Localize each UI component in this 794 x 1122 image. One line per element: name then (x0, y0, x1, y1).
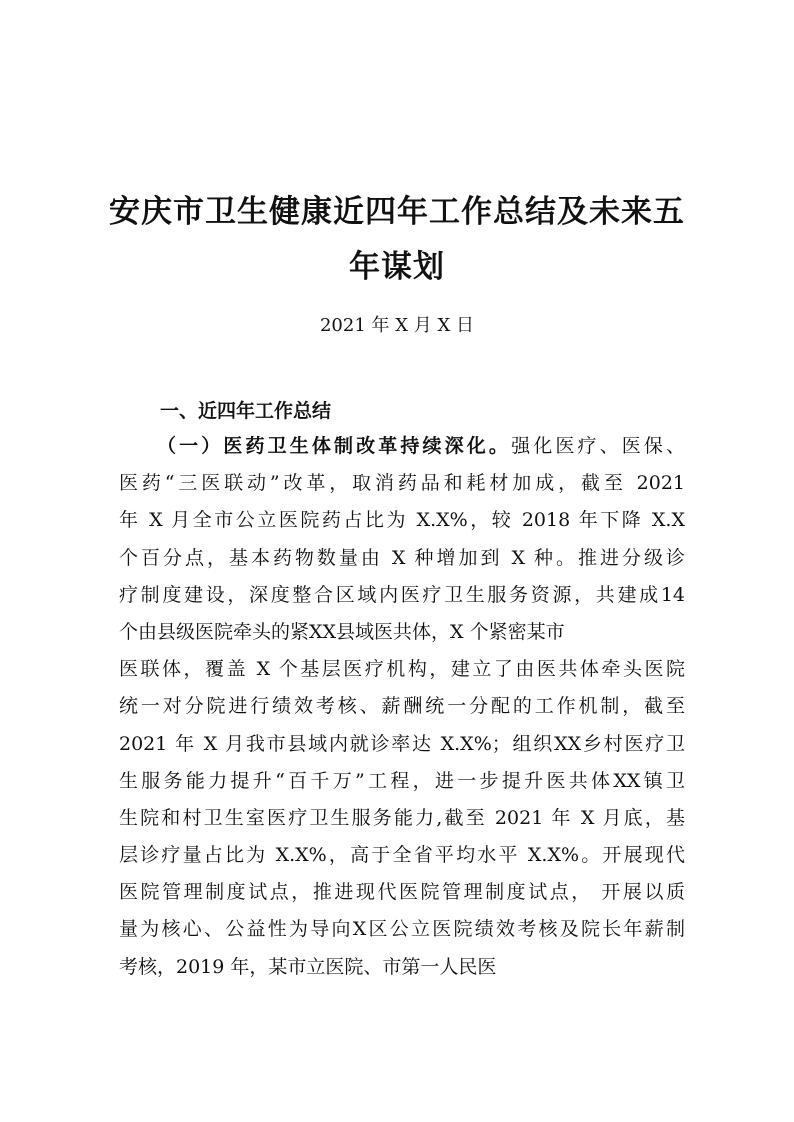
paragraph-line: 医院管理制度试点，推进现代医院管理制度试点， 开展以质 (119, 881, 685, 904)
paragraph-line: 个百分点，基本药物数量由 X 种增加到 X 种。推进分级诊 (119, 546, 685, 569)
paragraph-line: 考核，2019 年，某市立医院、市第一人民医 (119, 955, 497, 978)
paragraph-line: 个由县级医院牵头的紧XX县域医共体，X 个紧密某市 (119, 620, 565, 643)
subsection-heading: （一）医药卫生体制改革持续深化。 (157, 435, 512, 457)
paragraph-line: 医药“三医联动”改革，取消药品和耗材加成，截至 2021 (119, 472, 685, 495)
paragraph-line: 生院和村卫生室医疗卫生服务能力,截至 2021 年 X 月底，基 (119, 806, 685, 829)
paragraph-line: 2021 年 X 月我市县域内就诊率达 X.X%；组织XX乡村医疗卫 (119, 732, 685, 755)
body-paragraph (119, 428, 685, 986)
document-title-line-1: 安庆市卫生健康近四年工作总结及未来五 (109, 194, 685, 230)
paragraph-line: 生服务能力提升“百千万”工程，进一步提升医共体XX镇卫 (119, 769, 685, 792)
paragraph-line: 医联体，覆盖 X 个基层医疗机构，建立了由医共体牵头医院 (119, 658, 685, 681)
document-date: 2021 年 X 月 X 日 (319, 315, 475, 336)
paragraph-line (119, 428, 685, 465)
paragraph-line: 层诊疗量占比为 X.X%，高于全省平均水平 X.X%。开展现代 (119, 844, 685, 867)
paragraph-line-text: 强化医疗、医保、 (511, 435, 685, 457)
paragraph-line: 统一对分院进行绩效考核、薪酬统一分配的工作机制，截至 (119, 695, 685, 718)
paragraph-line: 年 X 月全市公立医院药占比为 X.X%，较 2018 年下降 X.X (119, 509, 685, 532)
document-title-line-2: 年谋划 (349, 249, 445, 285)
paragraph-line: 疗制度建设，深度整合区域内医疗卫生服务资源，共建成14 (119, 583, 685, 606)
section-heading: 一、近四年工作总结 (160, 400, 332, 422)
paragraph-line: 量为核心、公益性为导向X区公立医院绩效考核及院长年薪制 (119, 918, 685, 941)
